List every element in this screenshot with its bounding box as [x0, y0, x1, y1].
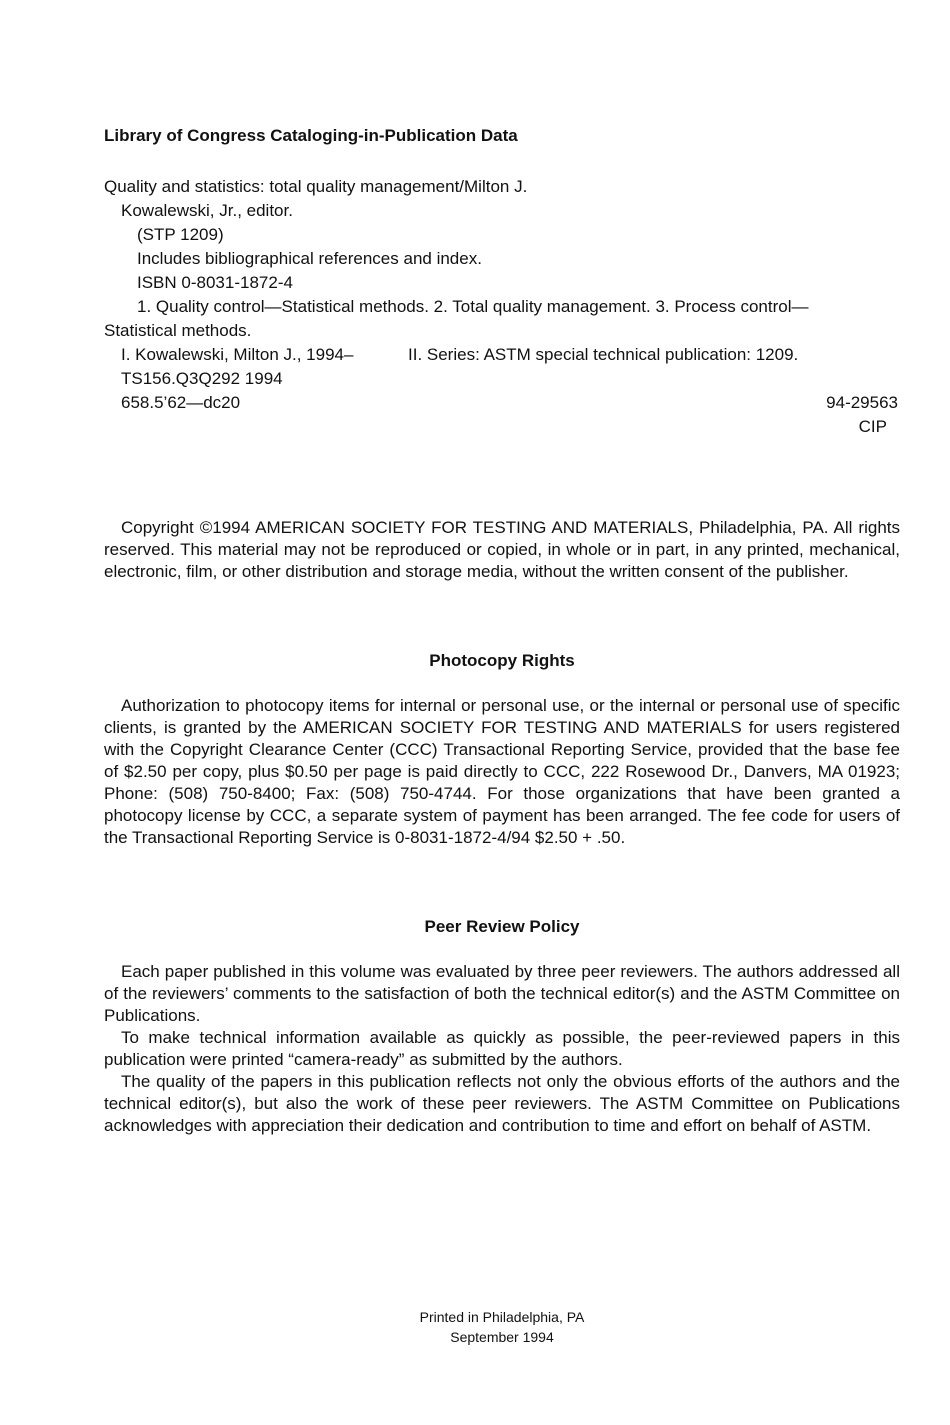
- peer-review-paragraph: The quality of the papers in this publication reflects not only the obvious efforts of the authors and the technical editor(s), but also the work of these peer reviewers. The ASTM Committee on Publications acknowledges with appreciation their dedication and contribution to time and effort on behalf of ASTM.: [104, 1072, 900, 1135]
- copyright-notice: Copyright ©1994 AMERICAN SOCIETY FOR TESTING AND MATERIALS, Philadelphia, PA. All rights reserved. This material may not be reproduced or copied, in whole or in part, in any printed, mechanical, electronic, film, or other distribution and storage media, without the written consent of the publisher.: [104, 518, 900, 581]
- cip-heading: Library of Congress Cataloging-in-Publication Data: [104, 126, 518, 145]
- cip-title-line-cont: Kowalewski, Jr., editor.: [121, 201, 293, 220]
- cip-title-line: Quality and statistics: total quality management/Milton J.: [104, 177, 528, 196]
- peer-review-paragraph: Each paper published in this volume was evaluated by three peer reviewers. The authors addressed all of the reviewers’ comments to the satisfaction of both the technical editor(s) and the ASTM Committee on Publications.: [104, 962, 900, 1025]
- imprint-place: Printed in Philadelphia, PA: [419, 1309, 585, 1325]
- cip-dewey-number: 658.5’62—dc20: [121, 393, 241, 412]
- cip-isbn: ISBN 0-8031-1872-4: [137, 273, 293, 292]
- cip-series-note: (STP 1209): [137, 225, 224, 244]
- photocopy-heading: Photocopy Rights: [429, 651, 575, 670]
- photocopy-text: Authorization to photocopy items for internal or personal use, or the internal or personal use of specific clients, is granted by the AMERICAN SOCIETY FOR TESTING AND MATERIALS for users registered with the Copyright Clearance Center (CCC) Transactional Reporting Service, provided that the base fee of $2.50 per copy, plus $0.50 per page is paid directly to CCC, 222 Rosewood Dr., Danvers, MA 01923; Phone: (508) 750-8400; Fax: (508) 750-4744. For those organizations that have been granted a photocopy license by CCC, a separate system of payment has been arranged. The fee code for users of the Transactional Reporting Service is 0-8031-1872-4/94 $2.50 + .50.: [104, 696, 900, 847]
- cip-bibliography-note: Includes bibliographical references and index.: [137, 249, 482, 268]
- cip-subjects-line-cont: Statistical methods.: [104, 321, 252, 340]
- peer-review-paragraph: To make technical information available as quickly as possible, the peer-reviewed papers in this publication were printed “camera-ready” as submitted by the authors.: [104, 1028, 900, 1069]
- cip-series-entry: II. Series: ASTM special technical publication: 1209.: [408, 345, 799, 364]
- imprint-date: September 1994: [450, 1329, 554, 1345]
- cip-subjects-line: 1. Quality control—Statistical methods. 2. Total quality management. 3. Process control—: [137, 297, 809, 316]
- cip-added-entry: I. Kowalewski, Milton J., 1994–: [121, 345, 354, 364]
- cip-lccn: 94-29563: [826, 393, 898, 412]
- peer-review-heading: Peer Review Policy: [424, 917, 580, 936]
- cip-lc-call-number: TS156.Q3Q292 1994: [121, 369, 283, 388]
- cip-tag: CIP: [858, 417, 887, 436]
